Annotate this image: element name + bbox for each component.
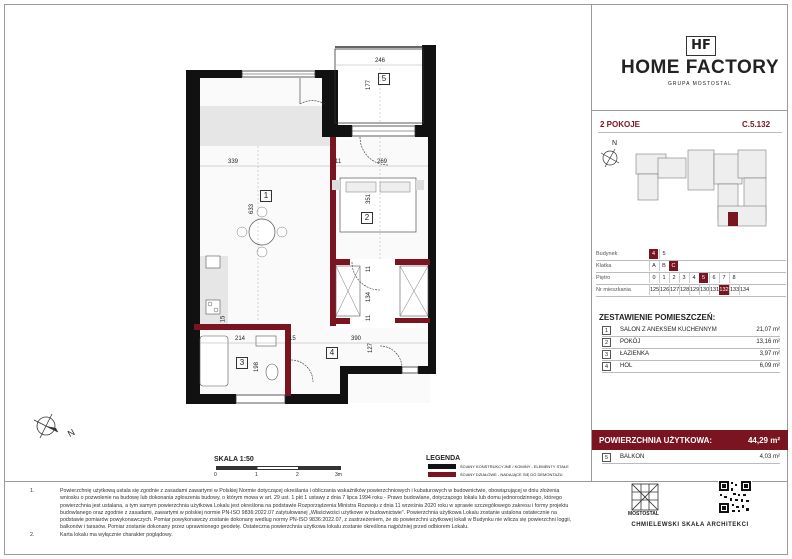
dim-label: 269 — [377, 159, 388, 165]
rooms-summary-title: ZESTAWIENIE POMIESZCZEŃ: — [599, 313, 716, 322]
washbasin — [256, 336, 276, 346]
dim-label: 214 — [235, 336, 246, 342]
dim-label: 11 — [366, 265, 373, 273]
usable-area-label: POWIERZCHNIA UŻYTKOWA: — [599, 436, 713, 445]
dim-label: 11 — [366, 314, 373, 322]
apartment-cell: 133 — [730, 287, 740, 293]
dim-label: 351 — [366, 193, 373, 205]
scale-tick: 2 — [296, 472, 299, 478]
legend-text-structural: ŚCIANY KONSTRUKCYJNE / KOMINY - ELEMENTY STAŁE — [460, 464, 569, 469]
dim-label: 134 — [366, 291, 373, 303]
scale-tick: 3m — [335, 472, 342, 478]
floor-cell: 7 — [719, 273, 728, 283]
apartment-cell: 132 — [719, 287, 729, 293]
usable-area-value: 44,29 m² — [747, 436, 780, 445]
room-name: SALON Z ANEKSEM KUCHENNYM — [620, 327, 717, 333]
room-no: 2 — [602, 338, 611, 347]
unit-code: C.5.132 — [742, 120, 771, 129]
mostostal-logo-icon — [628, 478, 662, 512]
rooms-count-label: 2 POKOJE — [600, 120, 641, 129]
dim-label: 633 — [249, 203, 256, 215]
partition-living-bedroom — [330, 137, 336, 259]
apartment-cell: 131 — [710, 287, 720, 293]
apartment-cell: 129 — [690, 287, 700, 293]
room-number-3: 3 — [236, 357, 248, 369]
logo-divider — [591, 110, 788, 111]
bathtub — [200, 336, 228, 386]
building-row — [596, 249, 786, 260]
qr-code-icon — [718, 480, 752, 514]
stair-cell: B — [659, 261, 668, 271]
floor-cell: 3 — [679, 273, 688, 283]
note-text: Powierzchnię użytkową ustala się zgodnie z zasadami zawartymi w Polskiej Normie dotyczącej określania i obliczania wskaźników powierzchniowych i kubaturowych w budownictwie, obowiązującej w dniu złożenia wniosku o pozwolenie na budowę lub dokonania zgłoszenia budowy, o którym mowa w art. 29 ust. 1 pkt 1 ustawy z dnia 7 lipca 1994 roku - Prawo budowlane, dotyczącego lokalu lub domu jednorodzinnego, którego powierzchnia jest ustalana, a tym samym powierzchnia użytkowa Lokalu jest określona na podstawie Rozporządzenia Ministra Rozwoju z dnia 11 września 2020 roku w sprawie szczegółowego zakresu i formy projektu budowlanego oraz zgodnie z zasadami, zawartymi w polskiej normie PN-ISO 9836:2022.07 zatytułowanej „Właściwości użytkowe w budownictwie”. Powierzchnia użytkowa Lokalu zostanie ustalona ostatecznie na podstawie pomiarów powykonawczych. Pomiar powykonawczy zostanie dokonany wedlug normy PN-ISO 9836:2022.07, z zastrzeżeniem, że do powierzchni użytkowej lokali w Budynku nie wlicza się powierzchni loggii, balkonów i tarasów. Pomiar zostanie dokonany przez uprawnionego geodetę. Ostateczna powierzchnia użytkowa lokalu zostanie określona najpóźniej przed odbiorem Lokalu. — [60, 488, 572, 531]
floor-cell: 5 — [699, 273, 708, 283]
room-area: 13,16 m² — [756, 339, 780, 345]
floor-cell: 1 — [659, 273, 668, 283]
north-arrow-icon — [32, 412, 82, 448]
room-name: HOL — [620, 363, 633, 369]
floor-cell: 8 — [729, 273, 738, 283]
apartment-row — [596, 285, 786, 296]
room-row — [602, 350, 780, 361]
apartment-cell: 127 — [670, 287, 680, 293]
apartment-cell: 130 — [700, 287, 710, 293]
room-number-5: 5 — [378, 73, 390, 85]
header-underline — [598, 132, 782, 133]
scale-label: SKALA 1:50 — [214, 456, 254, 463]
usable-area-bar — [592, 430, 788, 450]
room-no: 4 — [602, 362, 611, 371]
dim-label: 127 — [368, 342, 375, 354]
room-number-1: 1 — [260, 190, 272, 202]
floor-cell: 2 — [669, 273, 678, 283]
note-item — [30, 532, 578, 539]
room-name: ŁAZIENKA — [620, 351, 650, 357]
wall-west — [186, 70, 200, 400]
keyplan-north-label: N — [612, 140, 618, 147]
scale-tick: 1 — [255, 472, 258, 478]
room-number-2: 2 — [361, 212, 373, 224]
scale-tick: 0 — [214, 472, 217, 478]
balcony-no: 5 — [602, 453, 611, 462]
room-area: 3,97 m² — [759, 351, 780, 357]
notes-block — [30, 488, 578, 539]
building-label: Budynek — [596, 251, 618, 257]
balcony-area: 4,03 m² — [759, 454, 780, 460]
toilet — [266, 364, 278, 380]
stair-cell: C — [669, 261, 678, 271]
mostostal-label: MOSTOSTAL — [628, 511, 659, 517]
scale-bar — [216, 466, 341, 470]
note-text: Karta lokalu ma wyłącznie charakter poglądowy. — [60, 531, 173, 538]
key-plan — [598, 136, 786, 236]
balcony-name: BALKON — [620, 454, 645, 460]
stair-row — [596, 261, 786, 272]
room-number-4: 4 — [326, 347, 338, 359]
floor-cell: 4 — [689, 273, 698, 283]
building-cell: 4 — [649, 249, 658, 259]
dim-label: 15 — [289, 336, 296, 342]
note-item — [30, 488, 578, 532]
dim-label: 339 — [228, 159, 239, 165]
apartment-cell: 126 — [660, 287, 670, 293]
stair-cell: A — [649, 261, 658, 271]
footer-divider — [4, 481, 788, 482]
north-label: N — [65, 427, 77, 439]
floor-row — [596, 273, 786, 284]
wall-balcony-east — [422, 45, 436, 127]
room-row — [602, 338, 780, 349]
dim-label: 246 — [375, 58, 386, 64]
dim-label: 15 — [220, 315, 227, 323]
note-number: 2. — [30, 531, 35, 538]
apartment-cell: 134 — [740, 287, 750, 293]
room-name: POKÓJ — [620, 339, 641, 345]
room-row — [602, 326, 780, 337]
brand-subtitle: GRUPA MOSTOSTAL — [668, 81, 732, 87]
apartment-cell: 125 — [650, 287, 660, 293]
legend-text-partition: ŚCIANY DZIAŁOWE - NADAJĄCE SIĘ DO DEMONTAŻU — [460, 472, 563, 477]
room-area: 21,07 m² — [756, 327, 780, 333]
architects-footer: CHMIELEWSKI SKAŁA ARCHITEKCI — [631, 522, 749, 528]
legend-swatch-partition — [428, 472, 456, 477]
apartment-cell: 128 — [680, 287, 690, 293]
legend-swatch-structural — [428, 464, 456, 469]
dim-label: 198 — [254, 361, 261, 373]
brand-name: HOME FACTORY — [620, 57, 779, 78]
balcony-row — [602, 453, 780, 464]
logo-mark: HF — [686, 36, 716, 56]
cooktop — [206, 300, 220, 314]
sink — [206, 256, 220, 268]
wall-column — [322, 70, 338, 125]
stair-label: Klatka — [596, 263, 612, 269]
floor-cell: 0 — [649, 273, 658, 283]
building-cell: 5 — [659, 249, 668, 259]
dim-label: 390 — [351, 336, 362, 342]
apartment-label: Nr mieszkania — [596, 287, 631, 293]
note-number: 1. — [30, 488, 35, 494]
room-area: 6,09 m² — [759, 363, 780, 369]
floor-cell: 6 — [709, 273, 718, 283]
room-row — [602, 362, 780, 373]
dining-table — [249, 219, 275, 245]
floor-label: Piętro — [596, 275, 611, 281]
room-no: 3 — [602, 350, 611, 359]
dim-label: 177 — [366, 79, 373, 91]
partition-bathroom — [194, 324, 289, 330]
wall-east — [428, 125, 436, 370]
dim-label: 11 — [335, 159, 342, 165]
room-no: 1 — [602, 326, 611, 335]
kitchen-cabinets-top — [200, 106, 330, 146]
legend-title: LEGENDA — [426, 455, 461, 462]
